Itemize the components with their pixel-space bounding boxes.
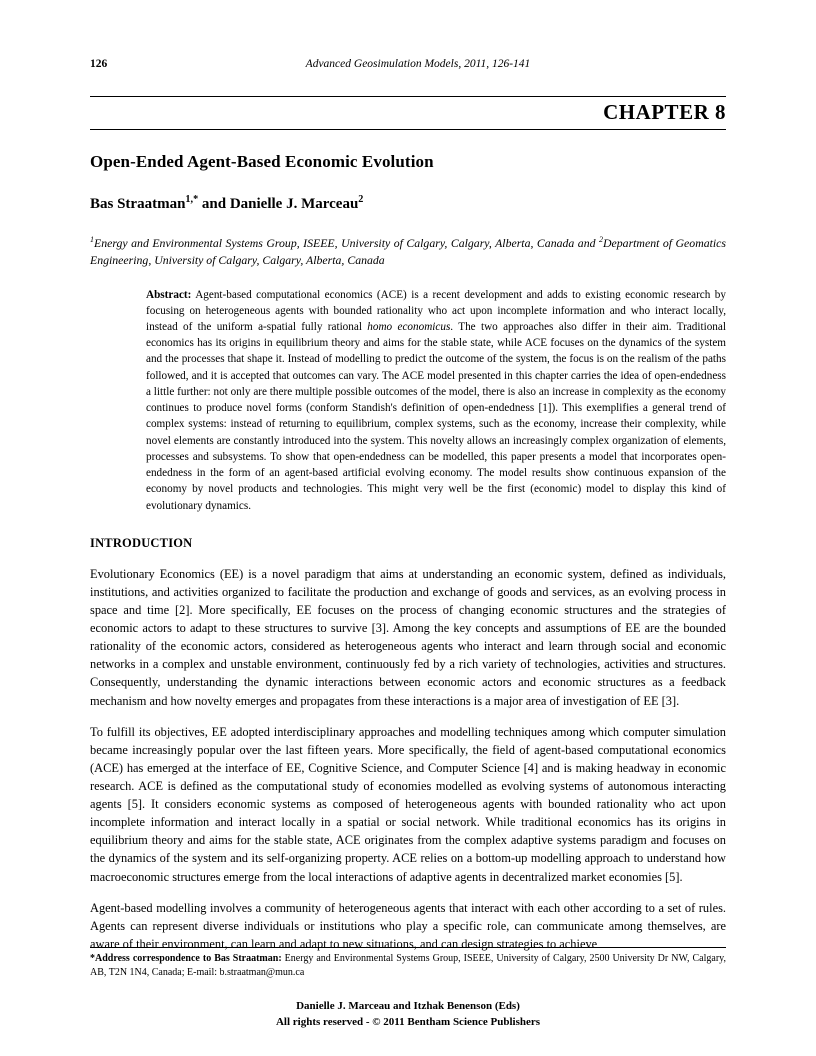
section-heading-introduction: INTRODUCTION [90,535,193,550]
footnote-text: Energy and Environmental Systems Group, ISEEE, University of Calgary, 2500 University Dr NW, Calgary, AB, T2N 1N4, Canada; E-mail: b.straatman@mun.ca [90,953,726,979]
author-primary: Bas Straatman [90,196,186,212]
body-paragraph: To fulfill its objectives, EE adopted interdisciplinary approaches and modelling techniques among which computer simulation became increasingly popular over the last fifteen years. More specifically, the field of agent-based computational economics (ACE) has emerged at the interface of EE, Cognitive Science, and Computer Science [4] and is making headway in economic research. ACE is defined as the computational study of economies modelled as evolving systems of autonomous interacting agents [5]. It considers economic systems as composed of heterogeneous agents with bounded rationality who act upon incomplete information and interact locally in a spatial or social network. While traditional economics has its origins in equilibrium theory and aims for the stable state, ACE originates from the complex adaptive systems paradigm and focuses on the dynamics of the system and its self-organizing property. ACE relies on a bottom-up modelling approach to understand how macroeconomic structures emerge from the local interactions of adaptive agents in decentralized market economies [5]. [90,724,726,884]
abstract-text-part2: . The two approaches also differ in their aim. Traditional economics has its origins in equilibrium theory and aims for the stable state, while ACE focuses on the dynamics of the system and the processes that shape it. Instead of modelling to predict the outcome of the system, the focus is on the realism of the paths followed, and it is accepted that outcomes can vary. The ACE model presented in this chapter carries the idea of open-endedness a little further: not only are there multiple possible outcomes of the model, there is also an increase in complexity as the economy continues to produce novel forms (conform Standish's definition of open-endedness [1]). This exemplifies a general trend of complex systems: instead of returning to equilibrium, complex systems, such as the economy, increase their complexity, while novel elements are constantly introduced into the system. This novelty allows an increasingly complex organization of elements, processes and subsystems. To show that open-endedness can be modelled, this paper presents a model that incorporates open-endedness in the form of an agent-based artificial evolving economy. The model results show continuous expansion of the economy by novel products and technologies. This might very well be the first (economic) model to display this kind of evolutionary dynamics. [146,320,726,512]
correspondence-footnote [90,952,726,980]
affiliation-block [90,235,726,269]
abstract-italic-term: homo economicus [367,320,451,333]
author-secondary-marker: 2 [358,194,364,205]
colophon-rights: All rights reserved - © 2011 Bentham Science Publishers [275,1015,541,1028]
body-paragraph: Evolutionary Economics (EE) is a novel paradigm that aims at understanding an economic system, defined as individuals, institutions, and activities organized to facilitate the production and exchange of goods and services, as an evolving process in space and time [2]. More specifically, EE focuses on the process of changing economic structures and the strategies of economic actors to adapt to these structures to survive [3]. Among the key concepts and assumptions of EE are the bounded rationality of the economic actors, considered as heterogeneous agents who interact and learn through social and economic networks in a complex and unstable environment, continuously fed by a rich variety of technologies, activities and structures. Consequently, understanding the dynamic interactions between economic actors and economic structures as a feedback mechanism and how novelty emerges and propagates from these interactions is a major area of investigation of EE [3]. [90,566,726,708]
affiliation-text-2: Department of Geomatics Engineering, University of Calgary, Calgary, Alberta, Canada [90,236,726,267]
page-number: 126 [90,58,108,70]
footnote-area [90,947,726,980]
author-secondary: and Danielle J. Marceau [198,196,359,212]
colophon-editors: Danielle J. Marceau and Itzhak Benenson (Eds) [296,1000,520,1013]
abstract-label: Abstract: [146,288,192,301]
footnote-divider [90,947,726,948]
colophon [90,999,726,1030]
chapter-bar [90,96,726,130]
abstract-text-part1: Agent-based computational economics (ACE) is a recent development and adds to existing economic research by focusing on heterogeneous agents with bounded rationality who act upon incomplete information and who interact locally, instead of the uniform a-spatial fully rational [146,288,726,333]
footnote-label: *Address correspondence to Bas Straatman: [90,953,282,965]
running-head [90,58,726,70]
affiliation-text-1: Energy and Environmental Systems Group, ISEEE, University of Calgary, Calgary, Alberta, Canada and [94,236,599,250]
affiliation-marker-1: 1 [90,235,95,245]
page-title: Open-Ended Agent-Based Economic Evolution [90,152,434,171]
abstract-block [146,287,726,514]
author-list [90,196,726,213]
affiliation-marker-2: 2 [599,235,604,245]
author-primary-marker: 1,* [185,194,199,205]
body-paragraph: Agent-based modelling involves a community of heterogeneous agents that interact with each other according to a set of rules. Agents can represent diverse individuals or institutions who play a specific role, can communicate among themselves, are aware of their environment, can learn and adapt to new situations, and can design strategies to achieve [90,900,726,951]
chapter-label: CHAPTER 8 [603,100,726,124]
journal-reference: Advanced Geosimulation Models, 2011, 126-141 [305,58,531,70]
